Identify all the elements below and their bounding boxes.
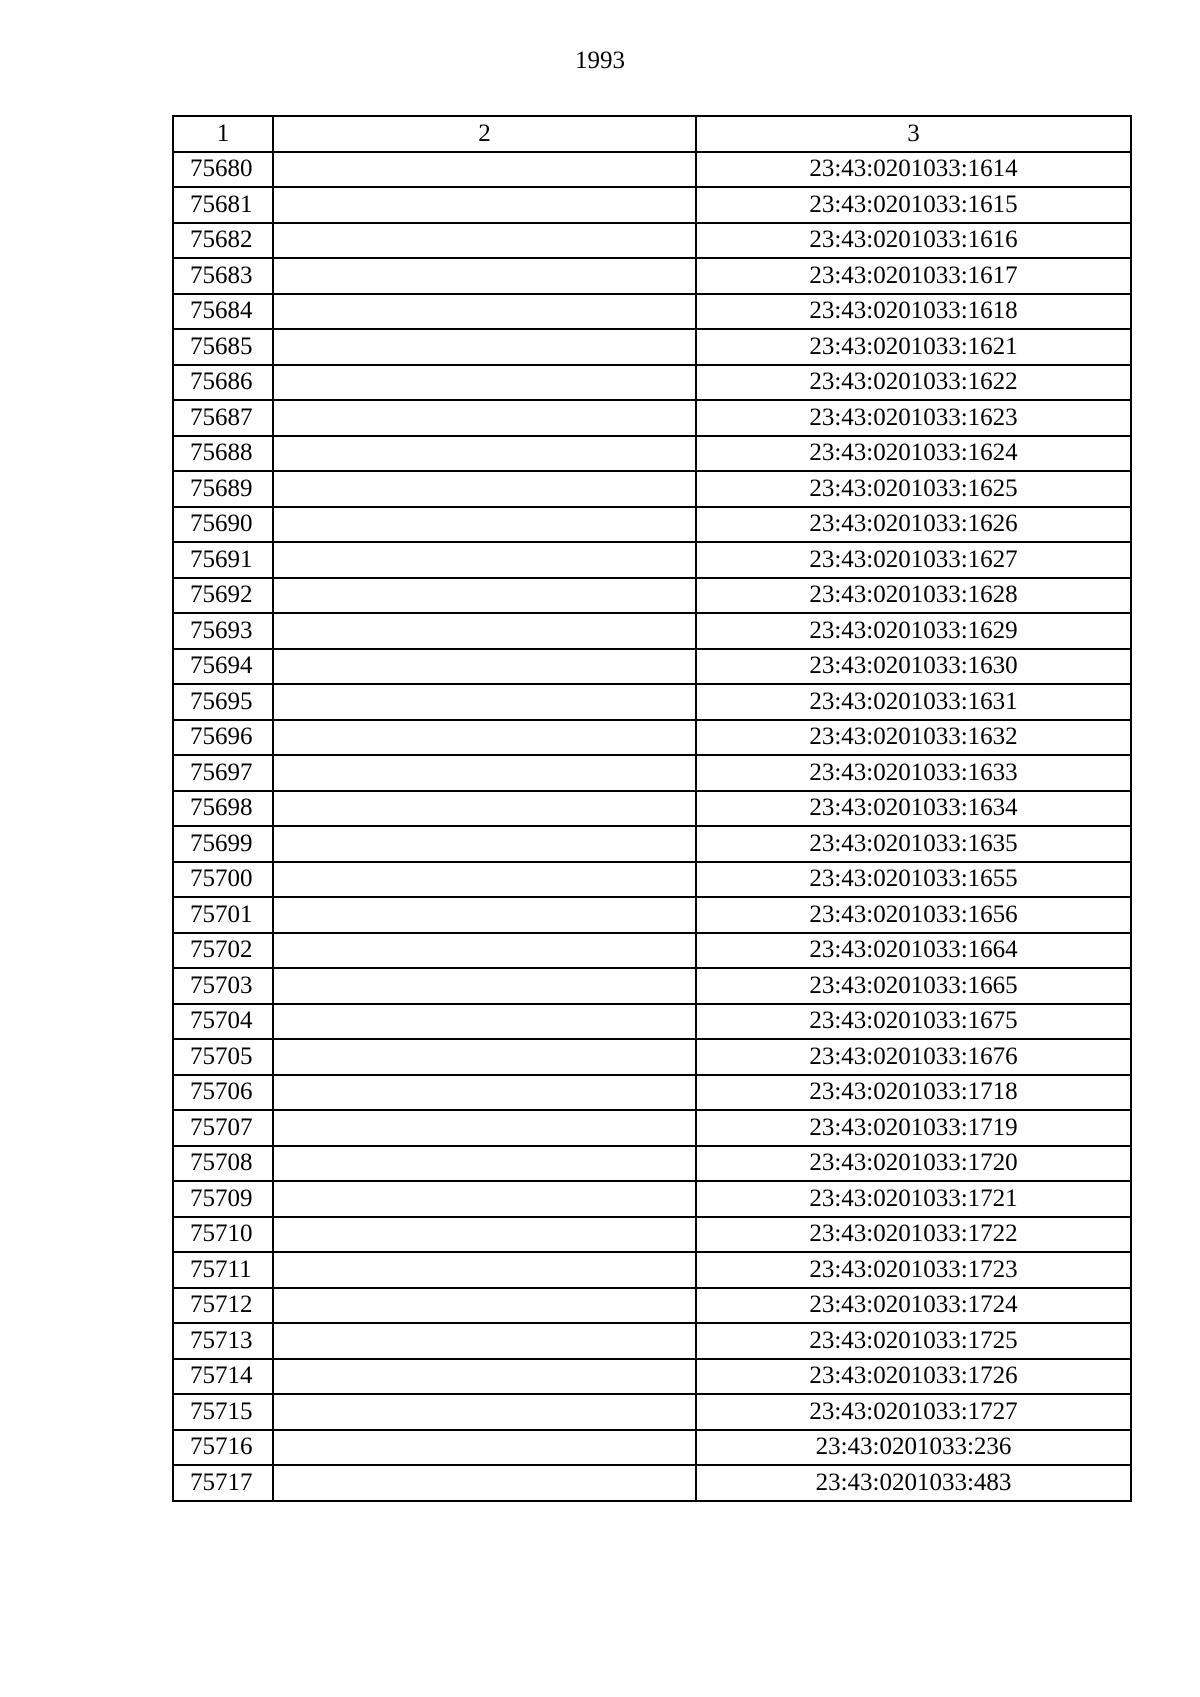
table-row xyxy=(173,1430,1131,1466)
table-row xyxy=(173,1359,1131,1395)
row-number-cell: 75686 xyxy=(173,365,273,401)
row-blank-cell xyxy=(273,542,696,578)
table-row xyxy=(173,649,1131,685)
row-number-cell: 75704 xyxy=(173,1004,273,1040)
cadastral-number-cell: 23:43:0201033:1675 xyxy=(696,1004,1131,1040)
cadastral-number-cell: 23:43:0201033:1627 xyxy=(696,542,1131,578)
table-row xyxy=(173,436,1131,472)
row-number-cell: 75706 xyxy=(173,1075,273,1111)
table-row xyxy=(173,1288,1131,1324)
table-row xyxy=(173,1465,1131,1501)
table-row xyxy=(173,1217,1131,1253)
header-cell-col3: 3 xyxy=(696,116,1131,152)
cadastral-number-cell: 23:43:0201033:1629 xyxy=(696,613,1131,649)
header-cell-col1: 1 xyxy=(173,116,273,152)
row-number-cell: 75712 xyxy=(173,1288,273,1324)
cadastral-number-cell: 23:43:0201033:1625 xyxy=(696,471,1131,507)
cadastral-number-cell: 23:43:0201033:1621 xyxy=(696,329,1131,365)
table-row xyxy=(173,471,1131,507)
row-number-cell: 75692 xyxy=(173,578,273,614)
row-blank-cell xyxy=(273,649,696,685)
row-number-cell: 75688 xyxy=(173,436,273,472)
row-blank-cell xyxy=(273,1430,696,1466)
row-blank-cell xyxy=(273,187,696,223)
cadastral-number-cell: 23:43:0201033:1720 xyxy=(696,1146,1131,1182)
row-number-cell: 75689 xyxy=(173,471,273,507)
row-blank-cell xyxy=(273,933,696,969)
row-blank-cell xyxy=(273,968,696,1004)
row-blank-cell xyxy=(273,223,696,259)
table-row xyxy=(173,613,1131,649)
cadastral-number-cell: 23:43:0201033:1725 xyxy=(696,1323,1131,1359)
row-blank-cell xyxy=(273,1110,696,1146)
row-number-cell: 75684 xyxy=(173,294,273,330)
table-row xyxy=(173,223,1131,259)
row-number-cell: 75708 xyxy=(173,1146,273,1182)
cadastral-number-cell: 23:43:0201033:1676 xyxy=(696,1039,1131,1075)
header-row xyxy=(173,116,1131,152)
row-blank-cell xyxy=(273,1394,696,1430)
table-row xyxy=(173,1146,1131,1182)
table-row xyxy=(173,720,1131,756)
cadastral-number-cell: 23:43:0201033:1634 xyxy=(696,791,1131,827)
table-row xyxy=(173,1181,1131,1217)
table-row xyxy=(173,862,1131,898)
row-blank-cell xyxy=(273,1288,696,1324)
row-number-cell: 75713 xyxy=(173,1323,273,1359)
row-number-cell: 75694 xyxy=(173,649,273,685)
row-number-cell: 75711 xyxy=(173,1252,273,1288)
cadastral-number-cell: 23:43:0201033:1664 xyxy=(696,933,1131,969)
row-blank-cell xyxy=(273,1039,696,1075)
cadastral-number-cell: 23:43:0201033:1631 xyxy=(696,684,1131,720)
table-body xyxy=(173,152,1131,1501)
row-number-cell: 75716 xyxy=(173,1430,273,1466)
row-number-cell: 75714 xyxy=(173,1359,273,1395)
table-row xyxy=(173,152,1131,188)
header-cell-col2: 2 xyxy=(273,116,696,152)
table-row xyxy=(173,755,1131,791)
row-number-cell: 75701 xyxy=(173,897,273,933)
row-blank-cell xyxy=(273,613,696,649)
cadastral-number-cell: 23:43:0201033:1655 xyxy=(696,862,1131,898)
row-blank-cell xyxy=(273,1146,696,1182)
row-number-cell: 75702 xyxy=(173,933,273,969)
table-row xyxy=(173,400,1131,436)
row-number-cell: 75687 xyxy=(173,400,273,436)
cadastral-number-cell: 23:43:0201033:1665 xyxy=(696,968,1131,1004)
row-blank-cell xyxy=(273,1359,696,1395)
cadastral-number-cell: 23:43:0201033:1719 xyxy=(696,1110,1131,1146)
cadastral-number-cell: 23:43:0201033:1633 xyxy=(696,755,1131,791)
cadastral-number-cell: 23:43:0201033:1721 xyxy=(696,1181,1131,1217)
cadastral-number-cell: 23:43:0201033:1722 xyxy=(696,1217,1131,1253)
row-blank-cell xyxy=(273,862,696,898)
cadastral-number-cell: 23:43:0201033:1724 xyxy=(696,1288,1131,1324)
row-blank-cell xyxy=(273,152,696,188)
row-blank-cell xyxy=(273,507,696,543)
row-number-cell: 75699 xyxy=(173,826,273,862)
row-blank-cell xyxy=(273,578,696,614)
row-blank-cell xyxy=(273,1252,696,1288)
table-row xyxy=(173,1075,1131,1111)
cadastral-number-cell: 23:43:0201033:1727 xyxy=(696,1394,1131,1430)
row-blank-cell xyxy=(273,1323,696,1359)
row-number-cell: 75717 xyxy=(173,1465,273,1501)
row-blank-cell xyxy=(273,1004,696,1040)
row-number-cell: 75695 xyxy=(173,684,273,720)
row-number-cell: 75703 xyxy=(173,968,273,1004)
cadastral-number-cell: 23:43:0201033:1615 xyxy=(696,187,1131,223)
cadastral-number-cell: 23:43:0201033:1656 xyxy=(696,897,1131,933)
row-number-cell: 75685 xyxy=(173,329,273,365)
row-blank-cell xyxy=(273,294,696,330)
table-row xyxy=(173,1252,1131,1288)
row-blank-cell xyxy=(273,365,696,401)
row-number-cell: 75705 xyxy=(173,1039,273,1075)
row-blank-cell xyxy=(273,400,696,436)
row-blank-cell xyxy=(273,1181,696,1217)
row-blank-cell xyxy=(273,329,696,365)
table-row xyxy=(173,187,1131,223)
row-blank-cell xyxy=(273,471,696,507)
row-blank-cell xyxy=(273,720,696,756)
cadastral-number-cell: 23:43:0201033:1723 xyxy=(696,1252,1131,1288)
row-number-cell: 75682 xyxy=(173,223,273,259)
table-row xyxy=(173,1039,1131,1075)
cadastral-number-cell: 23:43:0201033:1718 xyxy=(696,1075,1131,1111)
cadastral-number-cell: 23:43:0201033:1618 xyxy=(696,294,1131,330)
row-number-cell: 75697 xyxy=(173,755,273,791)
row-number-cell: 75715 xyxy=(173,1394,273,1430)
row-blank-cell xyxy=(273,1217,696,1253)
row-blank-cell xyxy=(273,826,696,862)
cadastral-number-cell: 23:43:0201033:1630 xyxy=(696,649,1131,685)
table-row xyxy=(173,684,1131,720)
row-number-cell: 75710 xyxy=(173,1217,273,1253)
cadastral-number-cell: 23:43:0201033:1622 xyxy=(696,365,1131,401)
row-number-cell: 75691 xyxy=(173,542,273,578)
cadastral-number-cell: 23:43:0201033:483 xyxy=(696,1465,1131,1501)
row-blank-cell xyxy=(273,791,696,827)
cadastral-number-cell: 23:43:0201033:1632 xyxy=(696,720,1131,756)
cadastral-number-cell: 23:43:0201033:1726 xyxy=(696,1359,1131,1395)
table-row xyxy=(173,1323,1131,1359)
row-number-cell: 75693 xyxy=(173,613,273,649)
row-blank-cell xyxy=(273,684,696,720)
cadastral-number-cell: 23:43:0201033:1614 xyxy=(696,152,1131,188)
row-blank-cell xyxy=(273,436,696,472)
row-blank-cell xyxy=(273,1075,696,1111)
cadastral-number-cell: 23:43:0201033:1628 xyxy=(696,578,1131,614)
row-number-cell: 75696 xyxy=(173,720,273,756)
registry-table xyxy=(172,115,1132,1502)
row-blank-cell xyxy=(273,1465,696,1501)
row-number-cell: 75700 xyxy=(173,862,273,898)
cadastral-number-cell: 23:43:0201033:1623 xyxy=(696,400,1131,436)
row-number-cell: 75681 xyxy=(173,187,273,223)
cadastral-number-cell: 23:43:0201033:236 xyxy=(696,1430,1131,1466)
cadastral-number-cell: 23:43:0201033:1624 xyxy=(696,436,1131,472)
table-row xyxy=(173,365,1131,401)
table-row xyxy=(173,968,1131,1004)
table-row xyxy=(173,578,1131,614)
row-number-cell: 75707 xyxy=(173,1110,273,1146)
cadastral-number-cell: 23:43:0201033:1626 xyxy=(696,507,1131,543)
table-header xyxy=(173,116,1131,152)
table-row xyxy=(173,1110,1131,1146)
table-row xyxy=(173,294,1131,330)
row-number-cell: 75680 xyxy=(173,152,273,188)
table-row xyxy=(173,507,1131,543)
table-row xyxy=(173,791,1131,827)
row-number-cell: 75690 xyxy=(173,507,273,543)
table-row xyxy=(173,933,1131,969)
table-row xyxy=(173,826,1131,862)
table-row xyxy=(173,329,1131,365)
table-row xyxy=(173,1004,1131,1040)
row-blank-cell xyxy=(273,897,696,933)
cadastral-number-cell: 23:43:0201033:1635 xyxy=(696,826,1131,862)
row-blank-cell xyxy=(273,755,696,791)
table-row xyxy=(173,258,1131,294)
row-number-cell: 75698 xyxy=(173,791,273,827)
row-blank-cell xyxy=(273,258,696,294)
row-number-cell: 75709 xyxy=(173,1181,273,1217)
page-number: 1993 xyxy=(575,47,625,74)
table-row xyxy=(173,1394,1131,1430)
cadastral-number-cell: 23:43:0201033:1617 xyxy=(696,258,1131,294)
table-row xyxy=(173,897,1131,933)
row-number-cell: 75683 xyxy=(173,258,273,294)
table-row xyxy=(173,542,1131,578)
cadastral-number-cell: 23:43:0201033:1616 xyxy=(696,223,1131,259)
